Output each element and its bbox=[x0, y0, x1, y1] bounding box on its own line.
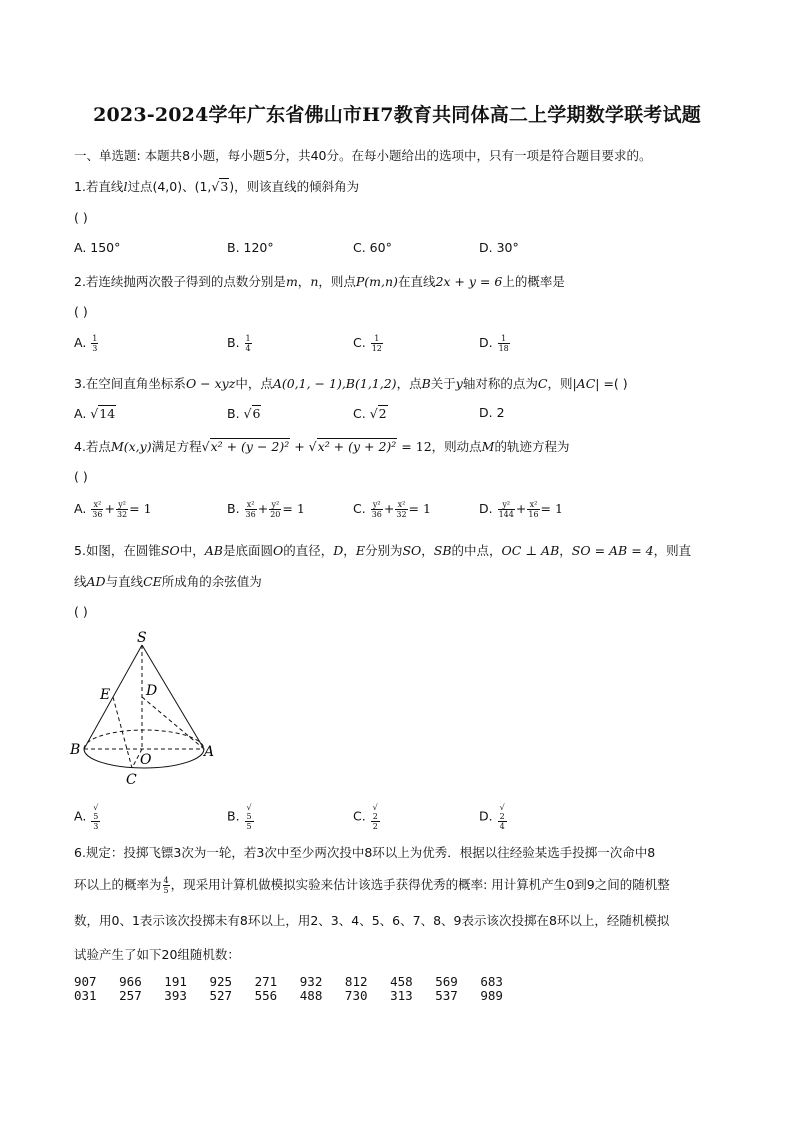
section-header: 一、单选题: 本题共8小题，每小题5分，共40分。在每小题给出的选项中，只有一项是符合题目要求的。 bbox=[74, 148, 652, 163]
question-6-line-1: 6.规定：投掷飞镖3次为一轮，若3次中至少两次投中8环以上为优秀．根据以往经验某选手投掷一次命中8 bbox=[74, 845, 656, 860]
page-title: 2023-2024学年广东省佛山市H7教育共同体高二上学期数学联考试题 bbox=[93, 104, 701, 126]
q4-option-b[interactable]: B. $\frac{\text{x²}}{36}$ + $\frac{\text{y²}}{20}$ = 1 bbox=[227, 500, 305, 519]
q5-option-c[interactable]: C. √ 2 2 bbox=[353, 803, 378, 831]
q4-option-d[interactable]: D. $\frac{\text{y²}}{144}$ + $\frac{\text{x²}}{16}$ = 1 bbox=[479, 500, 563, 519]
label-e: E bbox=[100, 687, 111, 703]
label-c: C bbox=[126, 772, 137, 788]
label-b: B bbox=[70, 742, 81, 758]
question-6-line-4: 试验产生了如下20组随机数： bbox=[74, 947, 240, 962]
q1-option-c[interactable]: C. 60° bbox=[353, 240, 392, 255]
question-6-line-2: 环以上的概率为 $\frac{4}{5}$ ，现采用计算机做模拟实验来估计该选手获得优秀的概率: 用计算机产生0到9之间的随机整 bbox=[74, 876, 670, 895]
q1-option-b[interactable]: B. 120° bbox=[227, 240, 274, 255]
q2-option-a[interactable]: A. $\frac{1}{3}$ bbox=[74, 334, 98, 353]
q1-option-d[interactable]: D. 30° bbox=[479, 240, 519, 255]
q2-option-b[interactable]: B. $\frac{1}{4}$ bbox=[227, 334, 251, 353]
cone-figure bbox=[64, 625, 234, 790]
label-o: O bbox=[140, 752, 152, 768]
answer-paren: ( ) bbox=[74, 210, 88, 225]
q4-option-c[interactable]: C. $\frac{\text{y²}}{36}$ + $\frac{\text{x²}}{32}$ = 1 bbox=[353, 500, 431, 519]
question-4-stem: 4.若点M(x,y)满足方程√x² + (y − 2)² + √x² + (y + 2)² = 12，则动点M的轨迹方程为 bbox=[74, 439, 570, 454]
label-a: A bbox=[204, 744, 215, 760]
question-2-stem: 2.若连续抛两次骰子得到的点数分别是m，n，则点P(m,n)在直线2x + y = 6上的概率是 bbox=[74, 274, 565, 289]
q4-option-a[interactable]: A. $\frac{\text{x²}}{36}$ + $\frac{\text{y²}}{32}$ = 1 bbox=[74, 500, 152, 519]
segment-ad bbox=[142, 697, 204, 749]
q3-option-c[interactable]: C. √2 bbox=[353, 406, 387, 421]
question-1-stem: 1.若直线l过点(4,0)、(1,√3)，则该直线的倾斜角为 bbox=[74, 179, 360, 194]
answer-paren: ( ) bbox=[74, 304, 88, 319]
question-5-stem-line-1: 5.如图，在圆锥SO中，AB是底面圆O的直径，D，E分别为SO，SB的中点，OC ⊥ AB，SO = AB = 4，则直 bbox=[74, 543, 692, 558]
q3-option-b[interactable]: B. √6 bbox=[227, 406, 261, 421]
question-3-stem: 3.在空间直角坐标系O − xyz中，点A(0,1, − 1),B(1,1,2)，点B关于y轴对称的点为C，则|AC| =( ) bbox=[74, 376, 628, 391]
q5-option-d[interactable]: D. √ 2 4 bbox=[479, 803, 505, 831]
base-ellipse-back bbox=[84, 730, 204, 749]
q2-option-d[interactable]: D. $\frac{1}{18}$ bbox=[479, 334, 509, 353]
q2-option-c[interactable]: C. $\frac{1}{12}$ bbox=[353, 334, 382, 353]
q5-option-a[interactable]: A. √ 5 3 bbox=[74, 803, 99, 831]
question-6-line-3: 数，用0、1表示该次投掷未有8环以上，用2、3、4、5、6、7、8、9表示该次投掷在8环以上，经随机模拟 bbox=[74, 913, 670, 928]
q3-option-d[interactable]: D. 2 bbox=[479, 405, 505, 420]
random-numbers-row-1: 907 966 191 925 271 932 812 458 569 683 bbox=[74, 974, 503, 989]
random-numbers-row-2: 031 257 393 527 556 488 730 313 537 989 bbox=[74, 988, 503, 1003]
label-d: D bbox=[146, 683, 158, 699]
q5-option-b[interactable]: B. √ 5 5 bbox=[227, 803, 252, 831]
answer-paren: ( ) bbox=[74, 469, 88, 484]
answer-paren: ( ) bbox=[74, 604, 88, 619]
q3-option-a[interactable]: A. √14 bbox=[74, 406, 116, 421]
label-s: S bbox=[137, 630, 147, 646]
q1-option-a[interactable]: A. 150° bbox=[74, 240, 121, 255]
question-5-stem-line-2: 线AD与直线CE所成角的余弦值为 bbox=[74, 574, 262, 589]
